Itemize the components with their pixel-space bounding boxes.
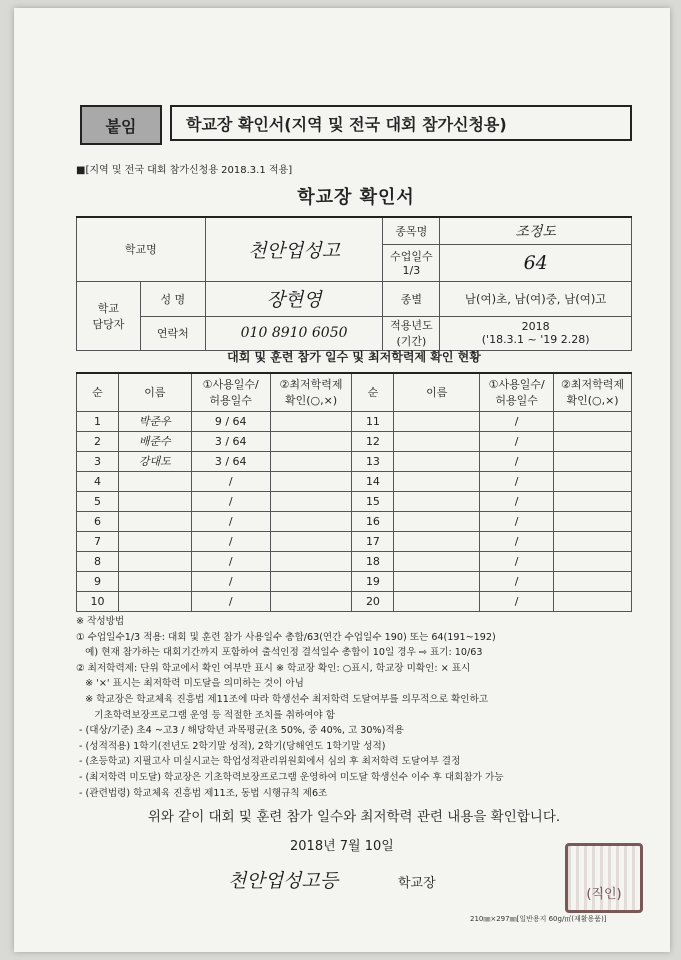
principal-label: 학교장 xyxy=(398,876,436,891)
roster-days: 9 / 64 xyxy=(191,411,270,431)
roster-name: 박준우 xyxy=(118,411,191,431)
document-page xyxy=(14,8,670,952)
note-line: 예) 현재 참가하는 대회기간까지 포함하여 출석인정 결석일수 총합이 10일 경우 ⇨ 표기: 10/63 xyxy=(76,647,483,659)
col-no: 순 xyxy=(77,373,119,411)
name-value: 장현영 xyxy=(205,281,383,316)
roster-no: 20 xyxy=(352,591,394,611)
roster-days: / xyxy=(191,571,270,591)
roster-no: 13 xyxy=(352,451,394,471)
roster-name xyxy=(118,531,191,551)
roster-days: / xyxy=(480,411,554,431)
note-line: - (대상/기준) 초4 ~고3 / 해당학년 과목평균(초 50%, 중 40%, 고 30%)적용 xyxy=(76,725,404,737)
roster-name: 배준수 xyxy=(118,431,191,451)
roster-days: / xyxy=(480,451,554,471)
school-signature: 천안업성고등 xyxy=(228,870,339,892)
roster-no: 8 xyxy=(77,551,119,571)
roster-no: 1 xyxy=(77,411,119,431)
roster-no: 16 xyxy=(352,511,394,531)
col-check xyxy=(270,373,352,411)
col-days-2-line1: ①사용일수/ xyxy=(488,378,545,392)
year-label xyxy=(383,316,440,350)
roster-check xyxy=(554,491,632,511)
year-value-line1: 2018 xyxy=(521,320,550,333)
roster-days: / xyxy=(480,511,554,531)
table-row xyxy=(77,491,632,511)
roster-check xyxy=(554,591,632,611)
roster-check xyxy=(554,551,632,571)
note-line: 기초학력보장프로그램 운영 등 적절한 조치를 취하여야 함 xyxy=(76,709,336,721)
roster-no: 6 xyxy=(77,511,119,531)
col-check-line1: ②최저학력제 xyxy=(279,378,343,392)
roster-name xyxy=(118,511,191,531)
table-row xyxy=(77,531,632,551)
roster-check xyxy=(554,531,632,551)
roster-no: 12 xyxy=(352,431,394,451)
seal-label: (직인) xyxy=(586,887,622,902)
roster-days: / xyxy=(480,471,554,491)
roster-days: / xyxy=(191,531,270,551)
table-row xyxy=(77,511,632,531)
roster-name xyxy=(118,591,191,611)
note-line: ※ 작성방법 xyxy=(76,616,125,627)
note-line: ② 최저학력제: 단위 학교에서 확인 여부만 표시 ※ 학교장 확인: ○표시, 학교장 미확인: × 표시 xyxy=(76,662,471,674)
roster-name xyxy=(394,411,480,431)
roster-table xyxy=(76,372,632,612)
roster-check xyxy=(554,411,632,431)
note-line: - (초등학교) 지필고사 미실시교는 학업성적관리위원회에서 심의 후 최저학력 도달여부 결정 xyxy=(76,756,461,768)
col-name: 이름 xyxy=(118,373,191,411)
roster-name xyxy=(394,551,480,571)
roster-no: 5 xyxy=(77,491,119,511)
roster-days: / xyxy=(191,491,270,511)
roster-check xyxy=(270,491,352,511)
roster-name xyxy=(394,571,480,591)
table-row xyxy=(77,451,632,471)
roster-name: 강대도 xyxy=(118,451,191,471)
roster-days: / xyxy=(191,591,270,611)
roster-no: 9 xyxy=(77,571,119,591)
roster-days: / xyxy=(191,471,270,491)
roster-name xyxy=(394,591,480,611)
roster-title: 대회 및 훈련 참가 일수 및 최저학력제 확인 현황 xyxy=(227,350,481,364)
col-check-2-line1: ②최저학력제 xyxy=(561,378,625,392)
roster-no: 15 xyxy=(352,491,394,511)
roster-check xyxy=(270,511,352,531)
col-check-2-line2: 확인(○,×) xyxy=(566,394,619,408)
roster-no: 2 xyxy=(77,431,119,451)
note-line: ① 수업일수1/3 적용: 대회 및 훈련 참가 사용일수 총합/63(연간 수업일수 190) 또는 64(191~192) xyxy=(76,631,496,643)
manager-label-line1: 학교 xyxy=(97,301,120,315)
info-table xyxy=(76,216,632,351)
roster-check xyxy=(270,451,352,471)
paper-spec: 210㎜×297㎜[일반용지 60g/㎡(재활용품)] xyxy=(470,915,607,923)
roster-name xyxy=(394,451,480,471)
roster-no: 3 xyxy=(77,451,119,471)
year-label-line2: (기간) xyxy=(396,335,427,348)
official-seal xyxy=(565,843,643,913)
note-line: ※ 학교장은 학교체육 진흥법 제11조에 따라 학생선수 최저학력 도달여부를 의무적으로 확인하고 xyxy=(76,693,489,705)
roster-check xyxy=(270,571,352,591)
contact-value: 010 8910 6050 xyxy=(205,316,383,350)
days-label-line1: 수업일수 xyxy=(390,250,433,263)
roster-check xyxy=(270,471,352,491)
roster-no: 19 xyxy=(352,571,394,591)
roster-days: / xyxy=(480,551,554,571)
days-value: 64 xyxy=(440,244,632,281)
table-row xyxy=(77,431,632,451)
year-value xyxy=(440,316,632,350)
type-label: 종별 xyxy=(383,281,440,316)
roster-check xyxy=(554,511,632,531)
roster-name xyxy=(118,571,191,591)
col-name-2: 이름 xyxy=(394,373,480,411)
table-row xyxy=(77,571,632,591)
roster-name xyxy=(118,491,191,511)
col-no-2: 순 xyxy=(352,373,394,411)
manager-label xyxy=(77,281,141,350)
note-line: - (최저학력 미도달) 학교장은 기초학력보장프로그램 운영하여 미도달 학생선수 이수 후 대회참가 가능 xyxy=(76,771,504,783)
year-value-line2: ('18.3.1 ~ '19 2.28) xyxy=(481,333,590,346)
roster-days: / xyxy=(191,511,270,531)
roster-check xyxy=(270,551,352,571)
col-days-line1: ①사용일수/ xyxy=(202,378,259,392)
instructions xyxy=(76,614,646,801)
roster-check xyxy=(554,571,632,591)
roster-name xyxy=(394,531,480,551)
roster-no: 17 xyxy=(352,531,394,551)
col-check-2 xyxy=(554,373,632,411)
col-days-2 xyxy=(480,373,554,411)
header-row xyxy=(80,105,632,143)
roster-check xyxy=(554,471,632,491)
roster-days: / xyxy=(480,531,554,551)
note-line: - (성적적용) 1학기(전년도 2학기말 성적), 2학기(당해연도 1학기말 성적) xyxy=(76,740,386,752)
school-label: 학교명 xyxy=(77,217,206,281)
roster-header-row xyxy=(77,373,632,411)
roster-days: / xyxy=(480,591,554,611)
name-label: 성 명 xyxy=(140,281,205,316)
days-label xyxy=(383,244,440,281)
roster-no: 14 xyxy=(352,471,394,491)
roster-check xyxy=(554,431,632,451)
type-value: 남(여)초, 남(여)중, 남(여)고 xyxy=(440,281,632,316)
roster-name xyxy=(394,471,480,491)
table-row xyxy=(77,591,632,611)
contact-label: 연락처 xyxy=(140,316,205,350)
manager-label-line2: 담당자 xyxy=(92,317,125,331)
event-value: 조정도 xyxy=(440,217,632,244)
note-line: - (관련법령) 학교체육 진흥법 제11조, 동법 시행규칙 제6조 xyxy=(76,787,328,799)
roster-days: / xyxy=(191,551,270,571)
form-subnote: ■[지역 및 전국 대회 참가신청용 2018.3.1 적용] xyxy=(76,165,293,176)
roster-no: 18 xyxy=(352,551,394,571)
roster-name xyxy=(394,511,480,531)
header-title: 학교장 확인서(지역 및 전국 대회 참가신청용) xyxy=(170,105,632,141)
roster-name xyxy=(118,471,191,491)
roster-days: / xyxy=(480,431,554,451)
col-days-line2: 허용일수 xyxy=(209,394,252,408)
roster-check xyxy=(554,451,632,471)
roster-name xyxy=(118,551,191,571)
roster-check xyxy=(270,411,352,431)
table-row xyxy=(77,411,632,431)
col-days xyxy=(191,373,270,411)
roster-name xyxy=(394,431,480,451)
event-label: 종목명 xyxy=(383,217,440,244)
roster-check xyxy=(270,591,352,611)
roster-name xyxy=(394,491,480,511)
roster-check xyxy=(270,531,352,551)
roster-days: 3 / 64 xyxy=(191,431,270,451)
roster-no: 10 xyxy=(77,591,119,611)
roster-check xyxy=(270,431,352,451)
document-title: 학교장 확인서 xyxy=(297,187,415,208)
col-check-line2: 확인(○,×) xyxy=(284,394,338,408)
table-row xyxy=(77,551,632,571)
confirmation-text: 위와 같이 대회 및 훈련 참가 일수와 최저학력 관련 내용을 확인합니다. xyxy=(147,809,561,825)
year-label-line1: 적용년도 xyxy=(390,319,433,332)
roster-no: 11 xyxy=(352,411,394,431)
note-line: ※ '×' 표시는 최저학력 미도달을 의미하는 것이 아님 xyxy=(76,678,304,690)
days-label-line2: 1/3 xyxy=(402,264,421,277)
roster-days: / xyxy=(480,571,554,591)
col-days-2-line2: 허용일수 xyxy=(495,394,538,408)
roster-no: 7 xyxy=(77,531,119,551)
roster-days: / xyxy=(480,491,554,511)
table-row xyxy=(77,471,632,491)
date: 2018년 7월 10일 xyxy=(290,839,394,854)
school-value: 천안업성고 xyxy=(205,217,383,281)
roster-no: 4 xyxy=(77,471,119,491)
roster-days: 3 / 64 xyxy=(191,451,270,471)
attachment-tag: 붙임 xyxy=(80,105,162,145)
